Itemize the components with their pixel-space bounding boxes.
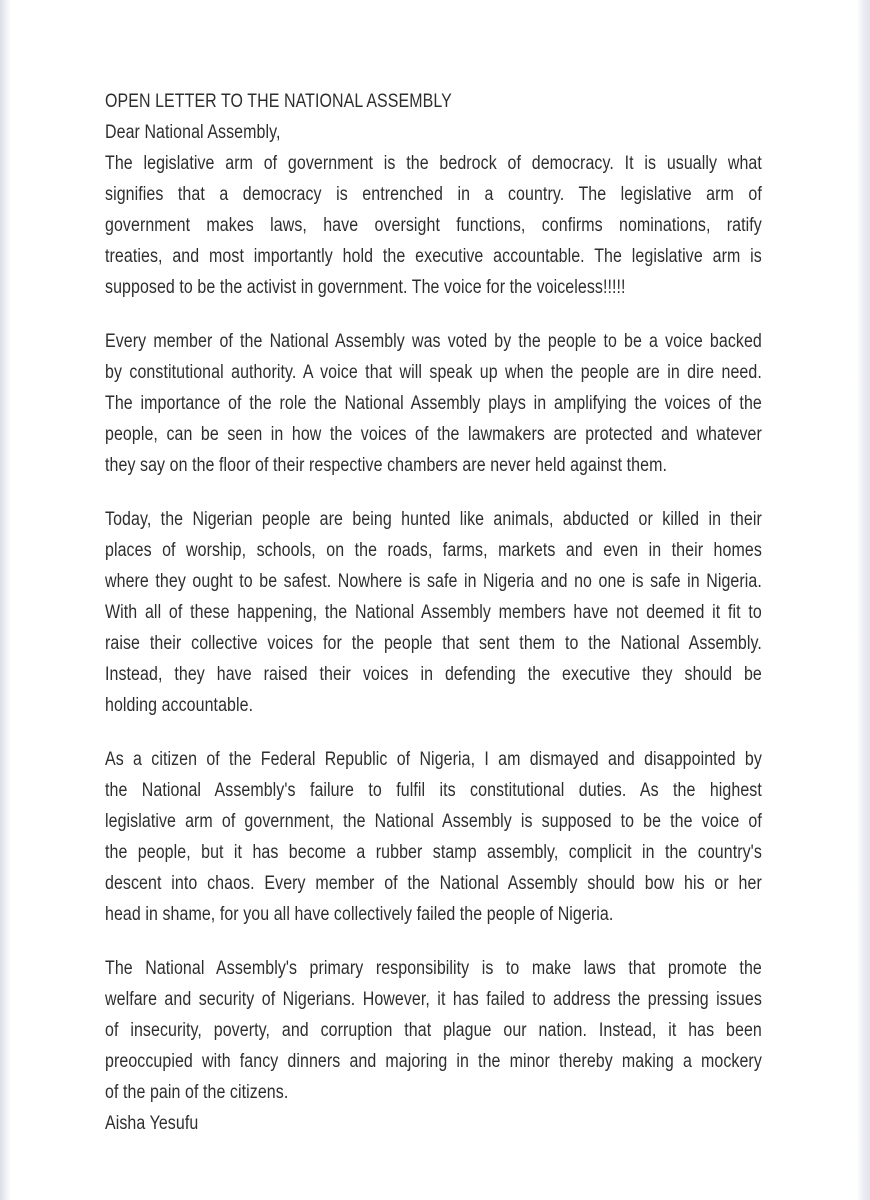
text-line: The legislative arm of government is the bedrock of democracy. It is usually what	[105, 153, 762, 174]
letter-paragraphs	[105, 148, 762, 1108]
text-line: The National Assembly's primary responsibility is to make laws that promote the	[105, 958, 762, 979]
text-line: places of worship, schools, on the roads, farms, markets and even in their homes	[105, 540, 762, 561]
text-line: by constitutional authority. A voice that will speak up when the people are in dire need.	[105, 362, 762, 383]
letter-paragraph	[105, 744, 762, 930]
page-edge-shadow-right	[856, 0, 870, 1200]
text-line: welfare and security of Nigerians. However, it has failed to address the pressing issues	[105, 989, 762, 1010]
letter-title: OPEN LETTER TO THE NATIONAL ASSEMBLY	[105, 91, 452, 112]
text-line: legislative arm of government, the National Assembly is supposed to be the voice of	[105, 811, 762, 832]
text-line: descent into chaos. Every member of the National Assembly should bow his or her	[105, 873, 762, 894]
text-line: they say on the floor of their respective chambers are never held against them.	[105, 455, 667, 476]
letter-paragraph	[105, 504, 762, 721]
text-line: Today, the Nigerian people are being hunted like animals, abducted or killed in their	[105, 509, 762, 530]
letter-paragraph	[105, 953, 762, 1108]
text-line: where they ought to be safest. Nowhere is safe in Nigeria and no one is safe in Nigeria.	[105, 571, 762, 592]
text-line: the National Assembly's failure to fulfil its constitutional duties. As the highest	[105, 780, 762, 801]
text-line: The importance of the role the National Assembly plays in amplifying the voices of the	[105, 393, 762, 414]
text-line: supposed to be the activist in government. The voice for the voiceless!!!!!	[105, 277, 626, 298]
page-edge-shadow-left	[0, 0, 12, 1200]
text-line: of the pain of the citizens.	[105, 1082, 289, 1103]
text-line: people, can be seen in how the voices of the lawmakers are protected and whatever	[105, 424, 762, 445]
text-line: With all of these happening, the National Assembly members have not deemed it fit to	[105, 602, 762, 623]
text-line: Instead, they have raised their voices in defending the executive they should be	[105, 664, 762, 685]
text-line: treaties, and most importantly hold the executive accountable. The legislative arm is	[105, 246, 762, 267]
text-line: of insecurity, poverty, and corruption that plague our nation. Instead, it has been	[105, 1020, 762, 1041]
text-line: Every member of the National Assembly was voted by the people to be a voice backed	[105, 331, 762, 352]
letter-signature: Aisha Yesufu	[105, 1113, 199, 1134]
letter-paragraph	[105, 326, 762, 481]
text-line: head in shame, for you all have collectively failed the people of Nigeria.	[105, 904, 614, 925]
letter-paragraph	[105, 148, 762, 303]
text-line: holding accountable.	[105, 695, 254, 716]
letter-body	[105, 86, 762, 1139]
letter-salutation: Dear National Assembly,	[105, 122, 281, 143]
text-line: the people, but it has become a rubber stamp assembly, complicit in the country's	[105, 842, 762, 863]
text-line: preoccupied with fancy dinners and majoring in the minor thereby making a mockery	[105, 1051, 762, 1072]
text-line: As a citizen of the Federal Republic of Nigeria, I am dismayed and disappointed by	[105, 749, 762, 770]
text-line: raise their collective voices for the people that sent them to the National Assembly.	[105, 633, 762, 654]
text-line: government makes laws, have oversight functions, confirms nominations, ratify	[105, 215, 762, 236]
text-line: signifies that a democracy is entrenched in a country. The legislative arm of	[105, 184, 762, 205]
